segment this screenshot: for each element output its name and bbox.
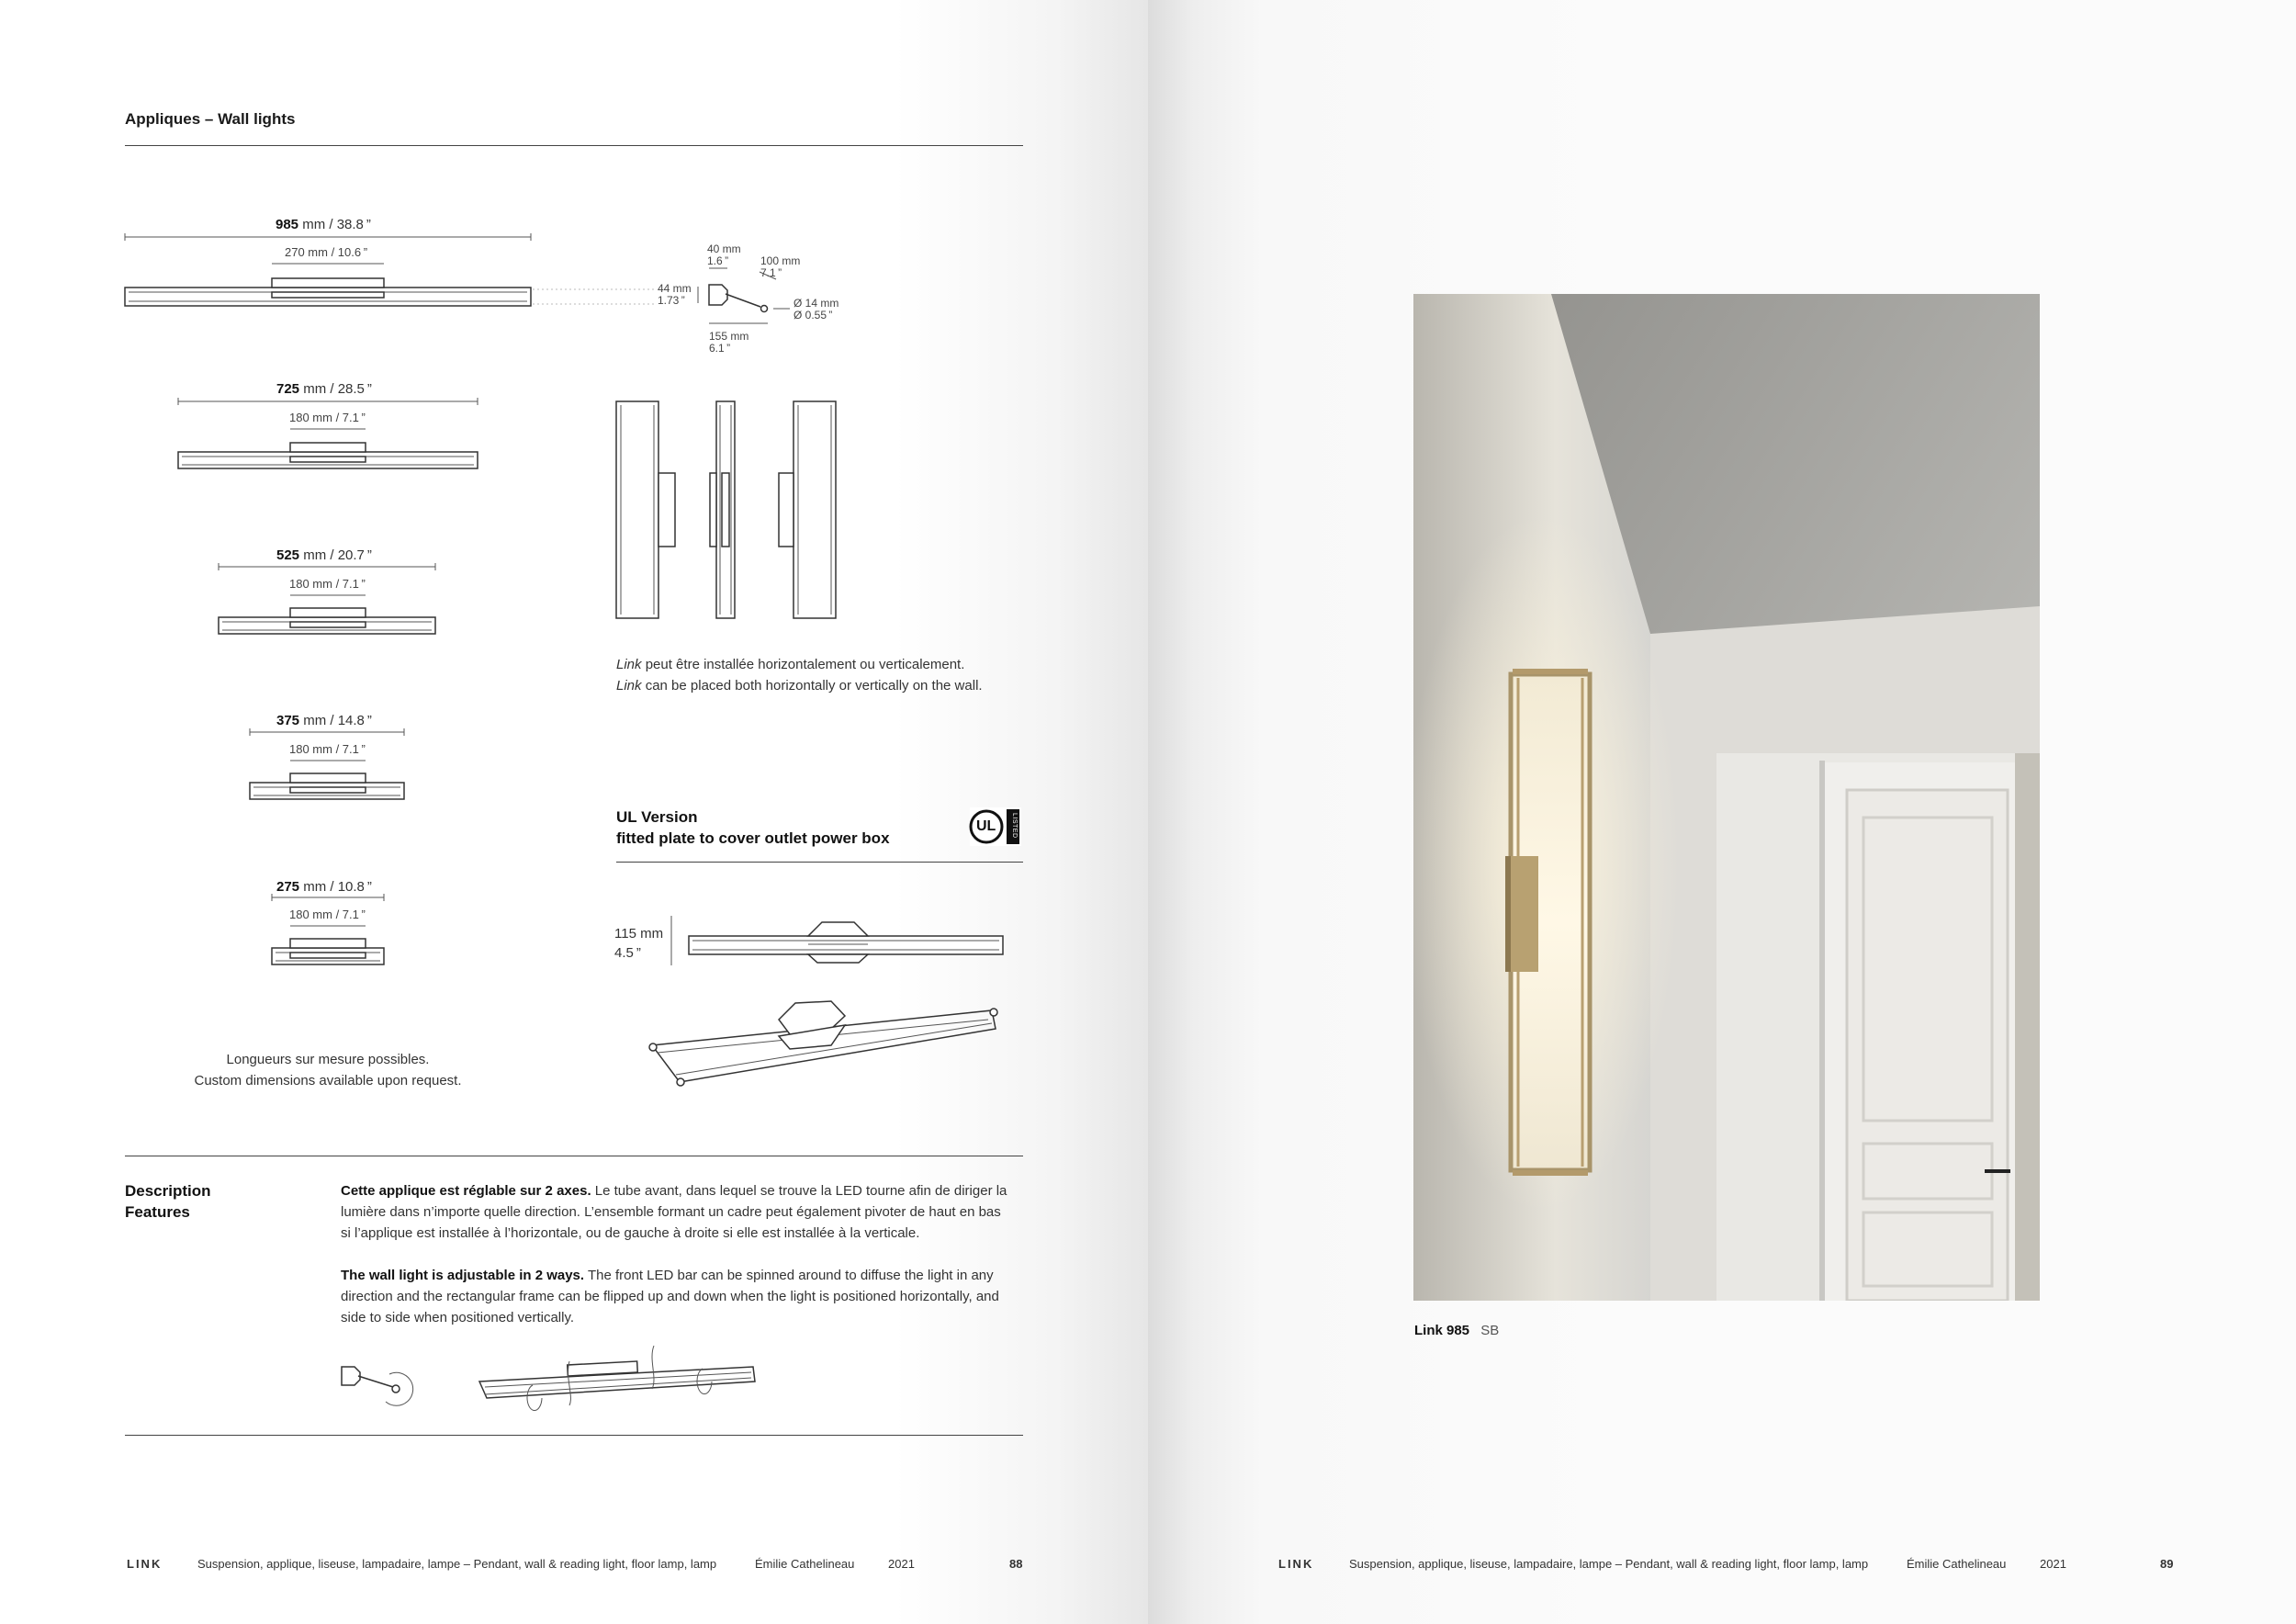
- photo-caption: Link 985 SB: [1414, 1323, 1500, 1338]
- dimension-725-label: 725 mm / 28.5 ”: [276, 381, 372, 397]
- footer-left-desc: Suspension, applique, liseuse, lampadaire, lampe – Pendant, wall & reading light, floor lamp, lamp: [197, 1557, 717, 1571]
- description-bottom-rule: [125, 1435, 1023, 1436]
- dimension-375-label: 375 mm / 14.8 ”: [276, 713, 372, 728]
- ul-listed-logo: UL LISTED: [970, 807, 1021, 846]
- footer-left-year: 2021: [888, 1557, 915, 1571]
- footer-left-page-number: 88: [1009, 1557, 1023, 1571]
- side-height-dim: 44 mm 1.73 ”: [658, 282, 692, 307]
- ul-height-dim: 115 mm 4.5 ”: [614, 926, 664, 961]
- description-en: The wall light is adjustable in 2 ways. The front LED bar can be spinned around to diffuse the light in any direction and the rectangular frame can be flipped up and down when the light is positioned horizontally, and side to side when positioned vertically.: [341, 1268, 999, 1325]
- side-arm-dim: 100 mm 7.1 ”: [760, 254, 801, 279]
- dimension-725-sub: 180 mm / 7.1 ”: [289, 411, 366, 424]
- dimension-275-sub: 180 mm / 7.1 ”: [289, 908, 366, 921]
- ul-title: UL Version fitted plate to cover outlet power box: [616, 808, 890, 847]
- dimension-275-label: 275 mm / 10.8 ”: [276, 879, 372, 895]
- description-fr: Cette applique est réglable sur 2 axes. Le tube avant, dans lequel se trouve la LED tourne afin de diriger la lumière dans n’importe quelle direction. L’ensemble formant un cadre peut également pivoter de haut en bas si l’applique est installée à l’horizontale, ou de gauche à droite si elle est installée à la verticale.: [341, 1183, 1007, 1241]
- footer-left-designer: Émilie Cathelineau: [755, 1557, 855, 1571]
- footer-right-designer: Émilie Cathelineau: [1907, 1557, 2007, 1571]
- footer-right-page-number: 89: [2160, 1557, 2174, 1571]
- dimension-525-sub: 180 mm / 7.1 ”: [289, 577, 366, 591]
- footer-left: LINK: [127, 1557, 163, 1571]
- dimension-985-sub: 270 mm / 10.6 ”: [285, 245, 368, 259]
- footer-right-desc: Suspension, applique, liseuse, lampadaire, lampe – Pendant, wall & reading light, floor lamp, lamp: [1349, 1557, 1869, 1571]
- dimension-375-sub: 180 mm / 7.1 ”: [289, 742, 366, 756]
- install-caption: Link peut être installée horizontalement ou verticalement. Link can be placed both horizontally or vertically on the wall.: [616, 657, 983, 694]
- side-depth-dim: 155 mm 6.1 ”: [709, 330, 749, 355]
- photo-scene: [1413, 294, 2040, 1301]
- footer-right-year: 2021: [2040, 1557, 2066, 1571]
- footer-right: LINK: [1278, 1557, 1314, 1571]
- custom-dimensions-note: Longueurs sur mesure possibles. Custom dimensions available upon request.: [194, 1052, 462, 1088]
- product-photo: [1413, 294, 2040, 1301]
- side-diameter-dim: Ø 14 mm Ø 0.55 ”: [793, 297, 839, 321]
- side-top-dim: 40 mm 1.6 ”: [707, 242, 741, 267]
- dimension-985-label: 985 mm / 38.8 ”: [276, 217, 371, 232]
- section-title: Appliques – Wall lights: [125, 110, 296, 128]
- description-label: Description Features: [125, 1182, 211, 1221]
- dimension-525-label: 525 mm / 20.7 ”: [276, 547, 372, 563]
- right-page: [1148, 0, 2296, 1624]
